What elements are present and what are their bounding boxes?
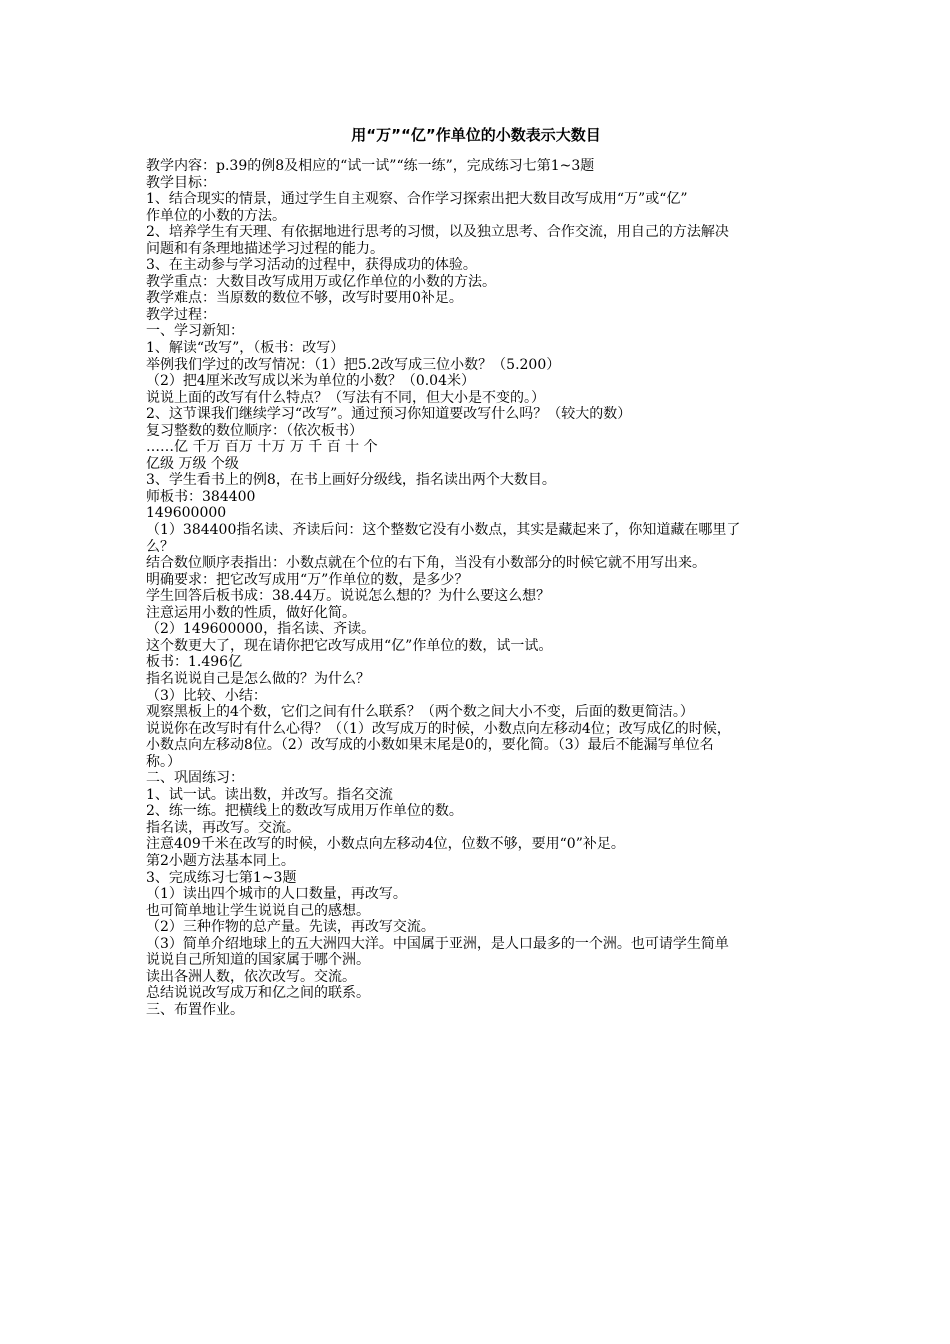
document-line: （1）384400指名读、齐读后问：这个整数它没有小数点，其实是藏起来了，你知道藏在哪里了 [146,522,741,539]
document-line: 结合数位顺序表指出：小数点就在个位的右下角，当没有小数部分的时候它就不用写出来。 [146,555,706,572]
document-line: 亿级 万级 个级 [146,455,239,472]
document-line: 注意运用小数的性质，做好化简。 [146,604,356,621]
document-line: 教学难点：当原数的数位不够，改写时要用0补足。 [146,290,463,307]
document-line: 也可简单地让学生说说自己的感想。 [146,902,370,919]
document-line: （1）读出四个城市的人口数量，再改写。 [146,886,407,903]
document-line: 2、这节课我们继续学习“改写”。通过预习你知道要改写什么吗？（较大的数） [146,406,632,423]
document-line: 说说上面的改写有什么特点？（写法有不同，但大小是不变的。） [146,389,545,406]
document-line: 称。） [146,753,181,770]
document-line: 教学目标： [146,174,216,191]
document-line: 说说自己所知道的国家属于哪个洲。 [146,952,370,969]
document-line: 3、完成练习七第1~3题 [146,869,297,886]
document-line: 问题和有条理地描述学习过程的能力。 [146,240,384,257]
document-line: 小数点向左移动8位。（2）改写成的小数如果末尾是0的，要化简。（3）最后不能漏写单位名 [146,737,714,754]
document-line: 说说你在改写时有什么心得？（（1）改写成万的时候，小数点向左移动4位；改写成亿的时候， [146,720,731,737]
document-line: 注意409千米在改写的时候，小数点向左移动4位，位数不够，要用“0”补足。 [146,836,625,853]
document-line: 第2小题方法基本同上。 [146,852,295,869]
document-line: 学生回答后板书成：38.44万。说说怎么想的？为什么要这么想？ [146,588,551,605]
document-line: 一、学习新知： [146,323,244,340]
document-line: 3、在主动参与学习活动的过程中，获得成功的体验。 [146,257,477,274]
document-line: 149600000 [146,505,227,522]
document-line: （2）把4厘米改写成以米为单位的小数？（0.04米） [146,373,475,390]
document-line: 三、布置作业。 [146,1001,244,1018]
document-line: 作单位的小数的方法。 [146,207,286,224]
document-line: （2）三种作物的总产量。先读，再改写交流。 [146,919,435,936]
document-line: 教学重点：大数目改写成用万或亿作单位的小数的方法。 [146,273,496,290]
document-title: 用“万”“亿”作单位的小数表示大数目 [351,126,601,144]
document-line: 3、学生看书上的例8，在书上画好分级线，指名读出两个大数目。 [146,472,556,489]
document-line: 2、练一练。把横线上的数改写成用万作单位的数。 [146,803,463,820]
document-body [146,158,810,1018]
document-line: 读出各洲人数，依次改写。交流。 [146,968,356,985]
document-line: （3）比较、小结： [146,687,267,704]
document-line: 教学内容：p.39的例8及相应的“试一试”“练一练”，完成练习七第1~3题 [146,158,595,174]
document-line: （2）149600000，指名读、齐读。 [146,621,376,638]
document-line: 教学过程： [146,306,216,323]
document-line: 指名说说自己是怎么做的？为什么？ [146,670,370,687]
document-line: 这个数更大了，现在请你把它改写成用“亿”作单位的数，试一试。 [146,637,553,654]
document-line: 1、试一试。读出数，并改写。指名交流 [146,786,393,803]
document-line: （3）简单介绍地球上的五大洲四大洋。中国属于亚洲，是人口最多的一个洲。也可请学生简单 [146,935,729,952]
document-line: 2、培养学生有天理、有依据地进行思考的习惯，以及独立思考、合作交流，用自己的方法解决 [146,224,729,241]
document-line: 1、解读“改写”，（板书：改写） [146,340,345,357]
document-line: 二、巩固练习： [146,770,244,787]
document-line: 师板书：384400 [146,488,256,505]
document-line: 复习整数的数位顺序：（依次板书） [146,422,363,439]
document-line: ……亿 千万 百万 十万 万 千 百 十 个 [146,439,378,456]
document-line: 明确要求：把它改写成用“万”作单位的数，是多少？ [146,571,469,588]
document-line: 板书：1.496亿 [146,654,243,671]
document-line: 举例我们学过的改写情况：（1）把5.2改写成三位小数？（5.200） [146,356,561,373]
document-line: 指名读，再改写。交流。 [146,819,300,836]
document-line: 总结说说改写成万和亿之间的联系。 [146,985,370,1002]
document-line: 观察黑板上的4个数，它们之间有什么联系？（两个数之间大小不变，后面的数更简洁。） [146,704,694,721]
document-line: 1、结合现实的情景，通过学生自主观察、合作学习探索出把大数目改写成用“万”或“亿” [146,191,688,208]
document-line: 么？ [146,538,174,555]
